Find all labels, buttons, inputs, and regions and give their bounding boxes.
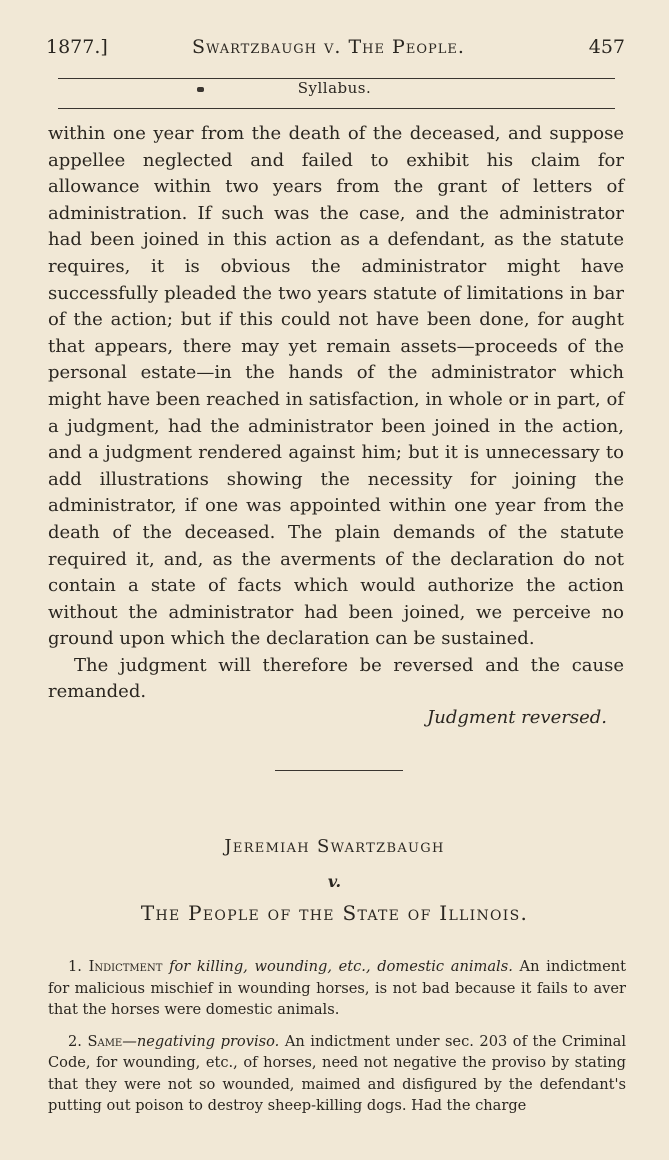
case-title: The People of the State of Illinois. xyxy=(140,901,529,925)
syllabus-label: Syllabus. xyxy=(297,79,372,97)
headnote-text: An indictment for malicious mischief in wounding horses, is not bad because it fails to aver that the horses were domestic animals. xyxy=(48,958,627,1018)
header-case-title: Swartzbaugh v. The People. xyxy=(192,36,465,58)
header-year: 1877.] xyxy=(46,36,108,58)
running-header xyxy=(46,36,625,64)
headnote-text: An indictment under sec. 203 of the Criminal Code, for wounding, etc., of horses, need not negative the proviso by stating that they were not so wounded, maimed and disfigured by the defendant's putting out poison to destroy sheep-killing dogs. Had the charge xyxy=(48,1032,627,1114)
headnote-topic: Same xyxy=(87,1032,123,1050)
headnote-subtopic: —negativing proviso. xyxy=(122,1032,280,1050)
headnote xyxy=(48,1031,626,1117)
case-versus: v. xyxy=(327,872,342,891)
opinion-text xyxy=(48,121,624,706)
headnote-number: 2. xyxy=(68,1032,82,1050)
judgment-line: Judgment reversed. xyxy=(427,707,607,728)
page-number: 457 xyxy=(588,36,625,58)
headnotes xyxy=(48,956,626,1127)
section-divider xyxy=(275,770,403,771)
headnote xyxy=(48,956,626,1021)
headnote-subtopic: for killing, wounding, etc., domestic animals. xyxy=(169,958,513,975)
headnote-number: 1. xyxy=(68,958,82,975)
opinion-paragraph: within one year from the death of the deceased, and suppose appellee neglected and failed to exhibit his claim for allowance within two years from the grant of letters of administration. If such was the case, and the administrator had been joined in this action as a defendant, as the statute requires, it is obvious the administrator might have successfully pleaded the two years statute of limitations in bar of the action; but if this could not have been done, for aught that appears, there may yet remain assets—proceeds of the personal estate—in the hands of the administrator which might have been reached in satisfaction, in whole or in part, of a judgment, had the administrator been joined in the action, and a judgment rendered against him; but it is unnecessary to add illustrations showing the necessity for joining the administrator, if one was appointed within one year from the death of the deceased. The plain demands of the statute required it, and, as the averments of the declaration do not contain a state of facts which would authorize the action without the administrator had been joined, we perceive no ground upon which the declaration can be sustained. xyxy=(48,123,624,650)
case-parties: Jeremiah Swartzbaugh xyxy=(224,836,445,857)
opinion-paragraph: The judgment will therefore be reversed and the cause remanded. xyxy=(48,654,624,703)
headnote-topic: Indictment xyxy=(88,958,163,975)
header-rule-bottom xyxy=(58,108,615,109)
